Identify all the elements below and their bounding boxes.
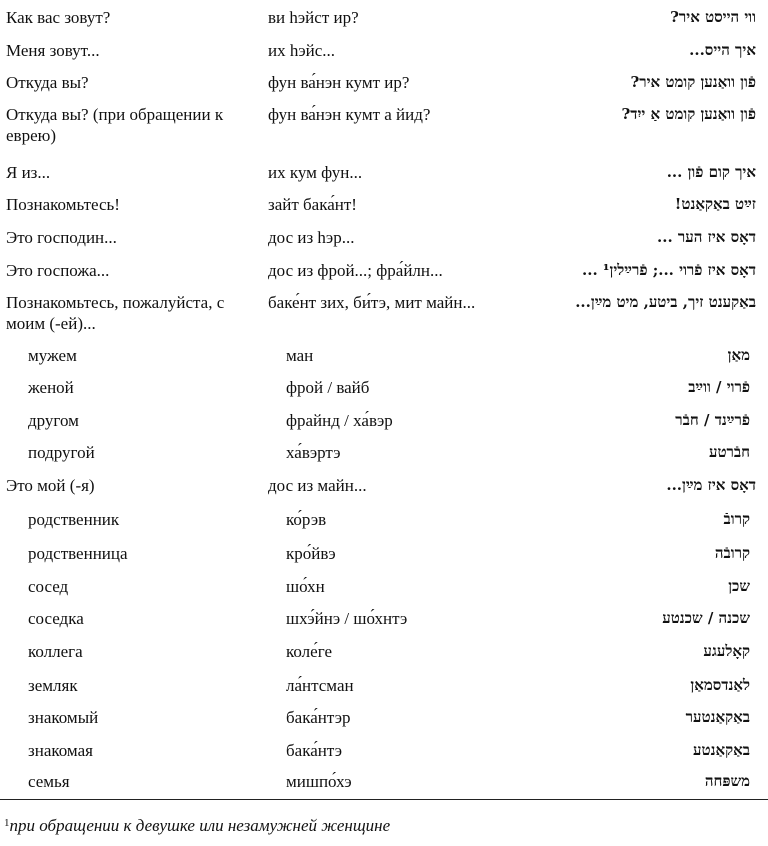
footnote-divider: [0, 799, 768, 800]
transliteration: шо́хн: [286, 577, 325, 596]
russian-phrase: Откуда вы? (при обращении к еврею): [6, 105, 224, 145]
footnote-text: при обращении к девушке или незамужней женщине: [9, 816, 391, 835]
yiddish-phrase: פֿרוי / ווײַב: [688, 378, 750, 396]
transliteration: фун ва́нэн кумт ир?: [268, 73, 410, 92]
russian-phrase: женой: [28, 378, 74, 397]
yiddish-phrase: איך הייס...: [689, 41, 756, 59]
footnote-mark: 1: [4, 817, 10, 829]
yiddish-phrase: דאָס איז הער ...: [657, 228, 756, 246]
russian-phrase: Познакомьтесь!: [6, 195, 120, 214]
russian-phrase: сосед: [28, 577, 69, 596]
transliteration: фрой / вайб: [286, 378, 370, 397]
yiddish-phrase: מאַן: [727, 346, 750, 364]
russian-phrase: семья: [28, 772, 70, 791]
russian-phrase: родственник: [28, 510, 120, 529]
yiddish-phrase: ווי הייסט איר?: [670, 8, 756, 26]
transliteration: фун ва́нэн кумт а йид?: [268, 105, 431, 124]
russian-phrase: соседка: [28, 609, 84, 628]
russian-phrase: Познакомьтесь, пожалуйста, с моим (-ей)...: [6, 293, 225, 333]
transliteration: ви hэйст ир?: [268, 8, 359, 27]
russian-phrase: земляк: [28, 676, 78, 695]
russian-phrase: знакомый: [28, 708, 99, 727]
yiddish-phrase: קרובֿה: [714, 544, 750, 562]
transliteration: дос из hэр...: [268, 228, 355, 247]
transliteration: бака́нтэ: [286, 741, 342, 760]
yiddish-phrase: באַקענט זיך, ביטע, מיט מײַן...: [575, 293, 756, 311]
transliteration: шхэ́йнэ / шо́хнтэ: [286, 609, 408, 628]
yiddish-phrase: דאָס איז פֿרוי ...; פֿרײַלין¹ ...: [582, 261, 756, 279]
yiddish-phrase: שכן: [728, 577, 750, 595]
transliteration: бака́нтэр: [286, 708, 351, 727]
transliteration: их hэйс...: [268, 41, 336, 60]
transliteration: ман: [286, 346, 314, 365]
transliteration: баке́нт зих, би́тэ, мит майн...: [268, 293, 476, 312]
transliteration: фрайнд / ха́вэр: [286, 411, 393, 430]
russian-phrase: коллега: [28, 642, 83, 661]
yiddish-phrase: באַקאַנטער: [685, 708, 750, 726]
russian-phrase: родственница: [28, 544, 128, 563]
yiddish-phrase: פֿון וואַנען קומט אַ ייִד?: [621, 105, 756, 123]
footnote: [4, 816, 390, 836]
russian-phrase: Откуда вы?: [6, 73, 89, 92]
russian-phrase: Это господин...: [6, 228, 117, 247]
russian-phrase: мужем: [28, 346, 77, 365]
transliteration: мишпо́хэ: [286, 772, 352, 791]
yiddish-phrase: שכנה / שכנטע: [662, 609, 750, 627]
yiddish-phrase: חבֿרטע: [708, 443, 750, 461]
yiddish-phrase: פֿרײַנד / חבֿר: [675, 411, 750, 429]
yiddish-phrase: איך קום פֿון ...: [666, 163, 756, 181]
russian-phrase: подругой: [28, 443, 95, 462]
transliteration: ко́рэв: [286, 510, 327, 529]
yiddish-phrase: קרובֿ: [723, 510, 750, 528]
yiddish-phrase: פֿון וואַנען קומט איר?: [630, 73, 756, 91]
transliteration: кро́йвэ: [286, 544, 336, 563]
russian-phrase: Я из...: [6, 163, 51, 182]
russian-phrase: другом: [28, 411, 79, 430]
transliteration: ла́нтсман: [286, 676, 354, 695]
transliteration: дос из фрой...; фра́йлн...: [268, 261, 443, 280]
yiddish-phrase: משפּחה: [704, 772, 750, 790]
russian-phrase: Это мой (-я): [6, 476, 95, 495]
yiddish-phrase: באַקאַנטע: [693, 741, 750, 759]
russian-phrase: Это госпожа...: [6, 261, 110, 280]
yiddish-phrase: זײַט באַקאַנט!: [674, 195, 756, 213]
transliteration: коле́ге: [286, 642, 332, 661]
yiddish-phrase: לאַנדסמאַן: [690, 676, 750, 694]
transliteration: дос из майн...: [268, 476, 367, 495]
russian-phrase: Как вас зовут?: [6, 8, 111, 27]
transliteration: зайт бака́нт!: [268, 195, 357, 214]
russian-phrase: знакомая: [28, 741, 93, 760]
transliteration: ха́вэртэ: [286, 443, 341, 462]
transliteration: их кум фун...: [268, 163, 363, 182]
yiddish-phrase: דאָס איז מײַן...: [666, 476, 756, 494]
russian-phrase: Меня зовут...: [6, 41, 100, 60]
yiddish-phrase: קאָלעגע: [703, 642, 750, 660]
